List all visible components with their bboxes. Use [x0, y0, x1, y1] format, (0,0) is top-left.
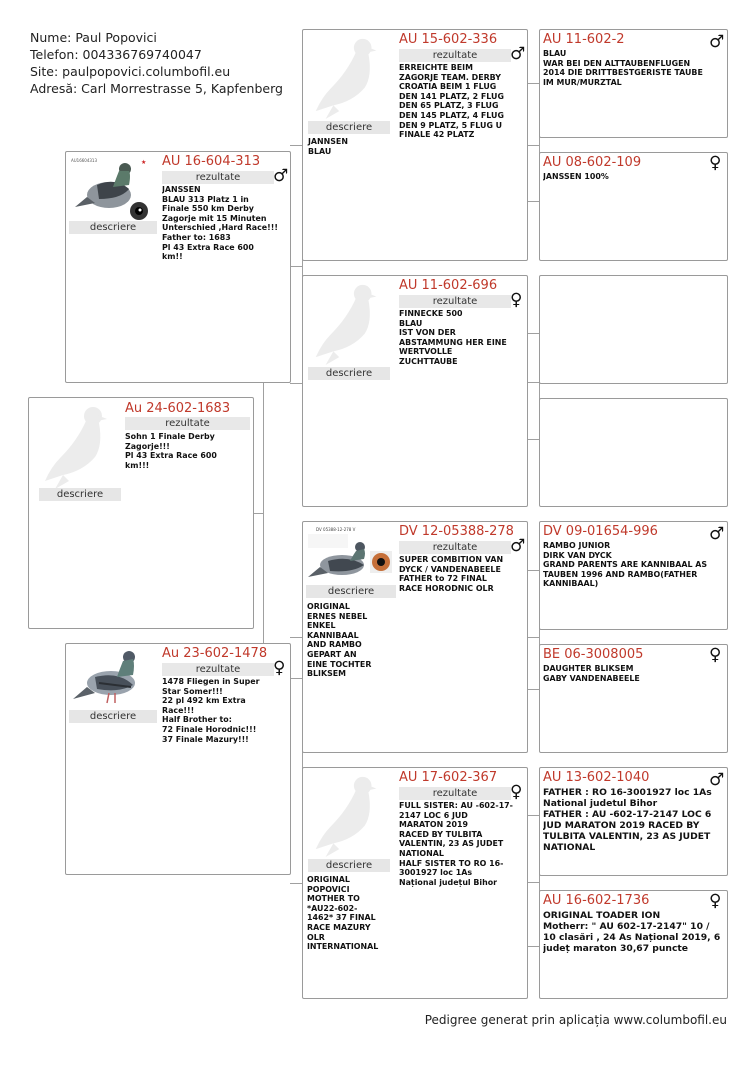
pigeon-card-sds-empty	[539, 275, 728, 384]
connector-dam-mid	[290, 678, 302, 679]
ring-number[interactable]: Au 24-602-1683	[125, 401, 231, 416]
male-icon: ♂	[709, 770, 725, 790]
pigeon-placeholder-image	[39, 401, 119, 489]
footer-credit: Pedigree generat prin aplicația www.columbofil.eu	[424, 1013, 727, 1027]
pigeon-card-dam-dam[interactable]	[302, 767, 528, 999]
pigeon-description: JANSSEN 100%	[543, 172, 609, 181]
male-icon: ♂	[510, 44, 526, 64]
svg-text:AU16604313: AU16604313	[71, 158, 98, 163]
connector-subject-mid	[253, 513, 263, 514]
pigeon-placeholder-image	[308, 33, 390, 119]
pigeon-notes: ORIGINAL POPOVICI MOTHER TO *AU22-602- 1462* 37 FINAL RACE MAZURY OLR INTERNATIONAL	[307, 875, 379, 952]
ring-number[interactable]: DV 12-05388-278	[399, 524, 514, 539]
pigeon-description: JANSSEN BLAU 313 Platz 1 in Finale 550 km Derby Zagorje mit 15 Minuten Unterschied ,Hard Race!!! Father to: 1683 Pl 43 Extra Race 600 km!!	[162, 185, 278, 262]
ring-number[interactable]: BE 06-3008005	[543, 647, 644, 662]
pigeon-card-ssd[interactable]	[539, 152, 728, 261]
pigeon-description: BLAU WAR BEI DEN ALTTAUBENFLUGEN 2014 DIE DRITTBESTGERISTE TAUBE IM MUR/MURZTAL	[543, 49, 703, 87]
rezultate-button[interactable]: rezultate	[399, 787, 511, 800]
ring-number[interactable]: Au 23-602-1478	[162, 646, 268, 661]
pigeon-card-sire-dam[interactable]	[302, 275, 528, 507]
ring-number[interactable]: DV 09-01654-996	[543, 524, 658, 539]
pigeon-description: FATHER : RO 16-3001927 loc 1As National judetul Bihor FATHER : AU -602-17-2147 LOC 6 JUD MARATON 2019 RACED BY TULBITA VALENTIN, 23 AS JUDET NATIONAL	[543, 787, 712, 853]
rezultate-button[interactable]: rezultate	[125, 417, 250, 430]
pigeon-card-dsd[interactable]	[539, 644, 728, 753]
connector-sd-mid	[527, 382, 539, 383]
descriere-button[interactable]: descriere	[39, 488, 121, 501]
ring-number[interactable]: AU 11-602-2	[543, 32, 625, 47]
descriere-button[interactable]: descriere	[308, 121, 390, 134]
rezultate-button[interactable]: rezultate	[399, 49, 511, 62]
female-icon: ♀	[510, 290, 523, 310]
descriere-button[interactable]: descriere	[308, 367, 390, 380]
pigeon-description: DAUGHTER BLIKSEM GABY VANDENABEELE	[543, 664, 640, 683]
female-icon: ♀	[709, 891, 722, 911]
pigeon-placeholder-image	[308, 279, 390, 365]
ring-number[interactable]: AU 16-602-1736	[543, 893, 650, 908]
pigeon-card-dam[interactable]	[65, 643, 291, 875]
breeder-phone: Telefon: 004336769740047	[30, 47, 202, 62]
connector-dd-mid	[527, 882, 539, 883]
pigeon-card-sire-sire[interactable]	[302, 29, 528, 261]
descriere-button[interactable]: descriere	[69, 710, 157, 723]
descriere-button[interactable]: descriere	[308, 859, 390, 872]
male-icon: ♂	[273, 166, 289, 186]
rezultate-button[interactable]: rezultate	[399, 295, 511, 308]
pigeon-description: SUPER COMBITION VAN DYCK / VANDENABEELE FATHER to 72 FINAL RACE HORODNIC OLR	[399, 555, 504, 593]
ring-number[interactable]: AU 08-602-109	[543, 155, 642, 170]
photo-caption: DV 05388-12-278 V	[316, 527, 356, 532]
female-icon: ♀	[709, 153, 722, 173]
pigeon-card-dss[interactable]	[539, 521, 728, 630]
pigeon-card-sire[interactable]	[65, 151, 291, 383]
pigeon-notes: ORIGINAL ERNES NEBEL ENKEL KANNIBAAL AND RAMBO GEPART AN EINE TOCHTER BLIKSEM	[307, 602, 372, 679]
pigeon-description: 1478 Fliegen in Super Star Somer!!! 22 pl 492 km Extra Race!!! Half Brother to: 72 Finale Horodnic!!! 37 Finale Mazury!!!	[162, 677, 260, 744]
rezultate-button[interactable]: rezultate	[399, 541, 511, 554]
pigeon-card-sss[interactable]	[539, 29, 728, 138]
ring-number[interactable]: AU 15-602-336	[399, 32, 498, 47]
connector-sire-mid	[290, 266, 302, 267]
pigeon-description: ORIGINAL TOADER ION Motherr: " AU 602-17-2147" 10 / 10 clasări , 24 As Național 2019, 6 județ maraton 30,67 puncte	[543, 910, 721, 954]
pigeon-placeholder-image	[308, 771, 390, 857]
descriere-button[interactable]: descriere	[69, 221, 157, 234]
pigeon-description: FULL SISTER: AU -602-17- 2147 LOC 6 JUD MARATON 2019 RACED BY TULBITA VALENTIN, 23 AS JUDET NATIONAL HALF SISTER TO RO 16- 3001927 loc 1As Național județul Bihor	[399, 801, 513, 887]
breeder-address: Adresă: Carl Morrestrasse 5, Kapfenberg	[30, 81, 283, 96]
pigeon-notes: JANNSEN BLAU	[308, 137, 348, 156]
pigeon-card-ddd[interactable]	[539, 890, 728, 999]
pigeon-description: FINNECKE 500 BLAU IST VON DER ABSTAMMUNG HER EINE WERTVOLLE ZUCHTTAUBE	[399, 309, 507, 366]
pigeon-description: Sohn 1 Finale Derby Zagorje!!! Pl 43 Extra Race 600 km!!!	[125, 432, 217, 470]
female-icon: ♀	[510, 782, 523, 802]
rezultate-button[interactable]: rezultate	[162, 663, 274, 676]
ring-number[interactable]: AU 16-604-313	[162, 154, 261, 169]
ring-number[interactable]: AU 13-602-1040	[543, 770, 650, 785]
pigeon-card-sdd-empty	[539, 398, 728, 507]
male-icon: ♂	[510, 536, 526, 556]
pigeon-card-subject[interactable]	[28, 397, 254, 629]
pigeon-card-dds[interactable]	[539, 767, 728, 876]
pigeon-photo	[69, 647, 157, 709]
male-icon: ♂	[709, 524, 725, 544]
pigeon-description: RAMBO JUNIOR DIRK VAN DYCK GRAND PARENTS ARE KANNIBAAL AS TAUBEN 1996 AND RAMBO(FATHER KANNIBAAL)	[543, 541, 708, 589]
connector-ds-mid	[527, 637, 539, 638]
pigeon-photo	[69, 155, 157, 221]
ring-number[interactable]: AU 11-602-696	[399, 278, 498, 293]
breeder-site[interactable]: Site: paulpopovici.columbofil.eu	[30, 64, 231, 79]
descriere-button[interactable]: descriere	[306, 585, 396, 598]
female-icon: ♀	[709, 645, 722, 665]
female-icon: ♀	[273, 658, 286, 678]
pigeon-card-dam-sire[interactable]	[302, 521, 528, 753]
rezultate-button[interactable]: rezultate	[162, 171, 274, 184]
pigeon-description: ERREICHTE BEIM ZAGORJE TEAM. DERBY CROATIA BEIM 1 FLUG DEN 141 PLATZ, 2 FLUG DEN 65 PLATZ, 3 FLUG DEN 145 PLATZ, 4 FLUG DEN 9 PLATZ, 5 FLUG U FINALE 42 PLATZ	[399, 63, 504, 140]
male-icon: ♂	[709, 32, 725, 52]
breeder-name: Nume: Paul Popovici	[30, 30, 157, 45]
pigeon-photo	[306, 525, 396, 583]
svg-text:★: ★	[141, 159, 147, 166]
breeder-info	[30, 29, 283, 97]
ring-number[interactable]: AU 17-602-367	[399, 770, 498, 785]
connector-ss-mid	[527, 145, 539, 146]
